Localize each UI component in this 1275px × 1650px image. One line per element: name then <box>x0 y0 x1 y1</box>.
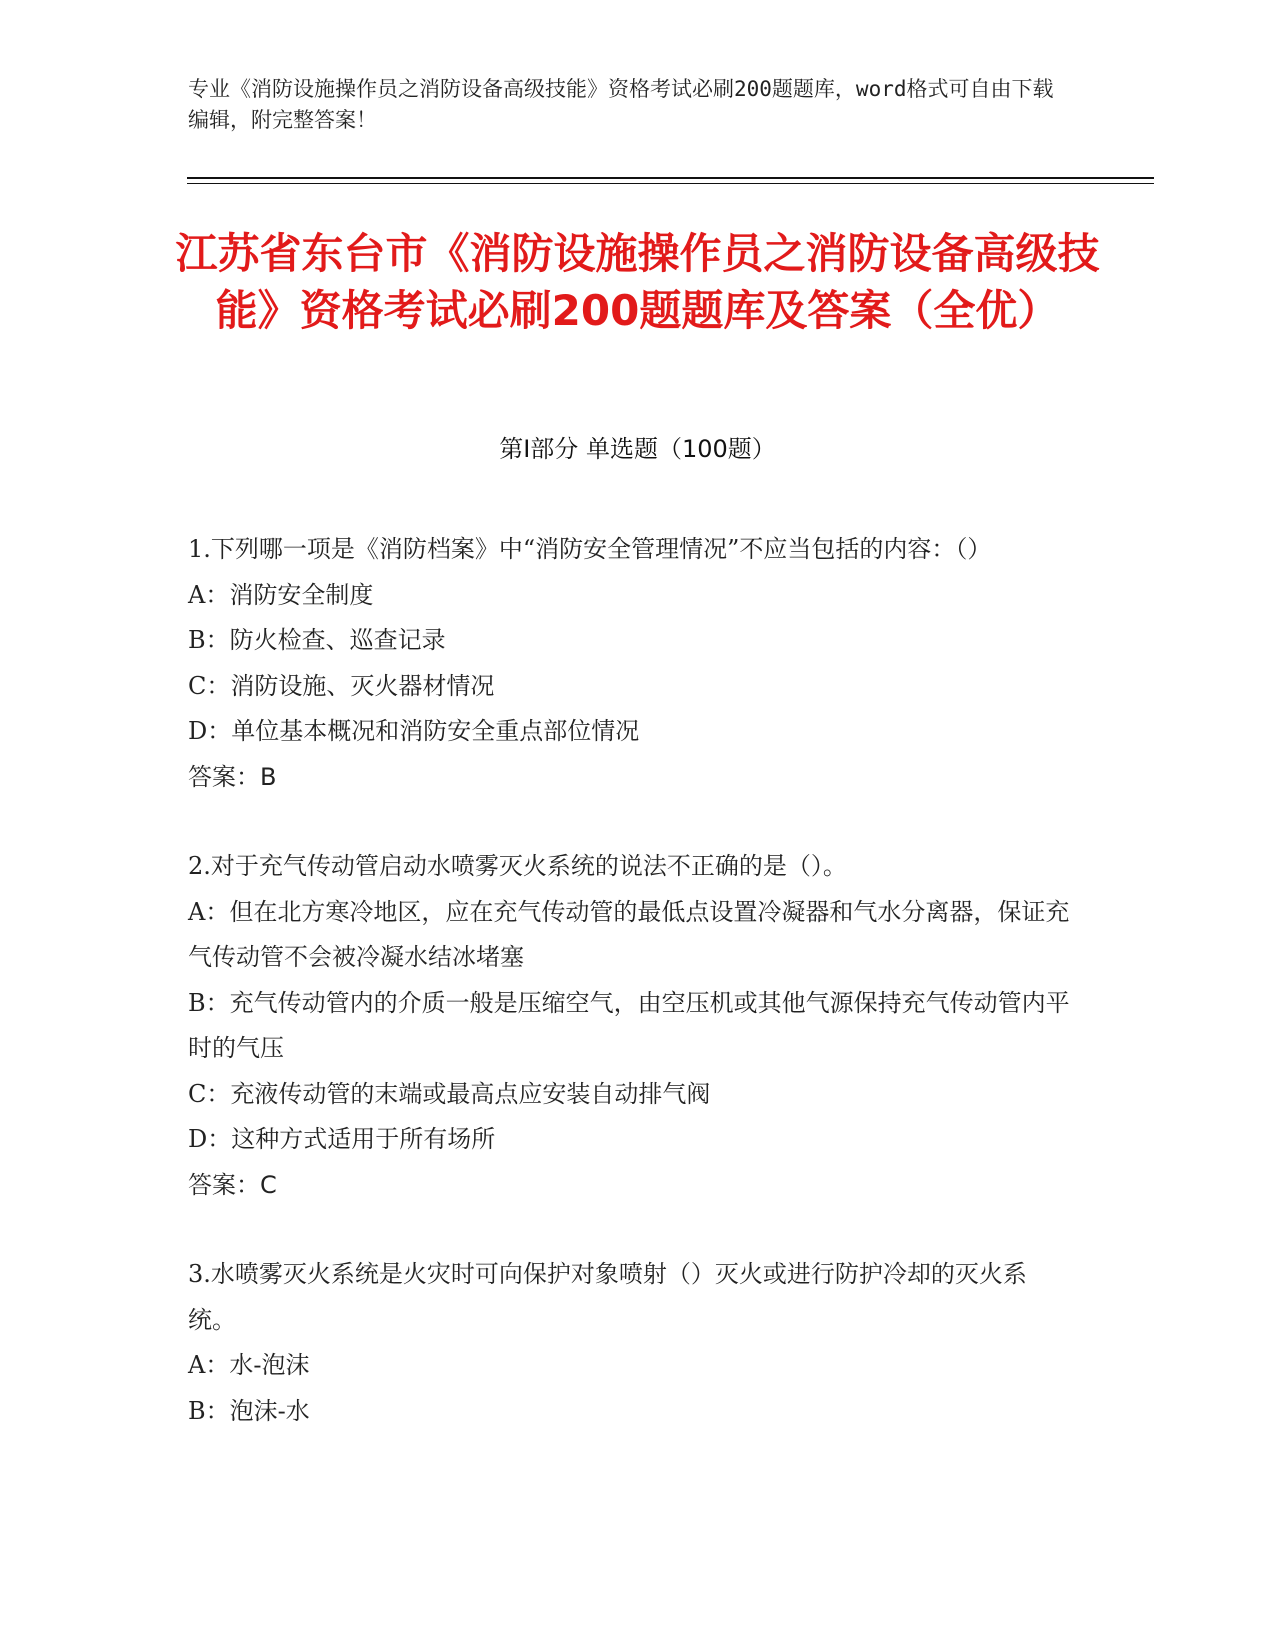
question-stem: 1.下列哪一项是《消防档案》中“消防安全管理情况”不应当包括的内容：（） <box>188 535 992 563</box>
option-a: A：但在北方寒冷地区，应在充气传动管的最低点设置冷凝器和气水分离器，保证充气传动管不会被冷凝水结冰堵塞 <box>188 897 1070 971</box>
section-title: 第Ⅰ部分 单选题（100题） <box>499 435 776 463</box>
question-stem: 2.对于充气传动管启动水喷雾灭火系统的说法不正确的是（）。 <box>188 852 847 880</box>
option-b: B：充气传动管内的介质一般是压缩空气，由空压机或其他气源保持充气传动管内平时的气压 <box>188 988 1070 1062</box>
option-a: A：水-泡沫 <box>188 1351 310 1379</box>
option-c: C：充液传动管的末端或最高点应安装自动排气阀 <box>188 1079 711 1108</box>
document-title: 江苏省东台市《消防设施操作员之消防设备高级技能》资格考试必刷200题题库及答案（全优） <box>175 229 1100 335</box>
question-1 <box>188 527 1073 800</box>
question-list <box>188 527 1073 1478</box>
option-a: A：消防安全制度 <box>188 580 374 609</box>
answer-line: 答案：B <box>188 762 277 791</box>
question-stem: 3.水喷雾灭火系统是火灾时可向保护对象喷射（）灭火或进行防护冷却的灭火系统。 <box>188 1260 1027 1334</box>
header-divider-thick <box>187 177 1154 179</box>
option-d: D：单位基本概况和消防安全重点部位情况 <box>188 717 640 745</box>
option-c: C：消防设施、灭火器材情况 <box>188 671 495 700</box>
question-2 <box>188 844 1073 1208</box>
header-note: 专业《消防设施操作员之消防设备高级技能》资格考试必刷200题题库，word格式可自由下载编辑，附完整答案！ <box>188 77 1054 132</box>
header-divider-thin <box>187 183 1154 184</box>
answer-line: 答案：C <box>188 1170 277 1199</box>
option-b: B：泡沫-水 <box>188 1396 310 1425</box>
option-b: B：防火检查、巡查记录 <box>188 626 446 654</box>
option-d: D：这种方式适用于所有场所 <box>188 1125 496 1153</box>
question-3 <box>188 1252 1073 1434</box>
